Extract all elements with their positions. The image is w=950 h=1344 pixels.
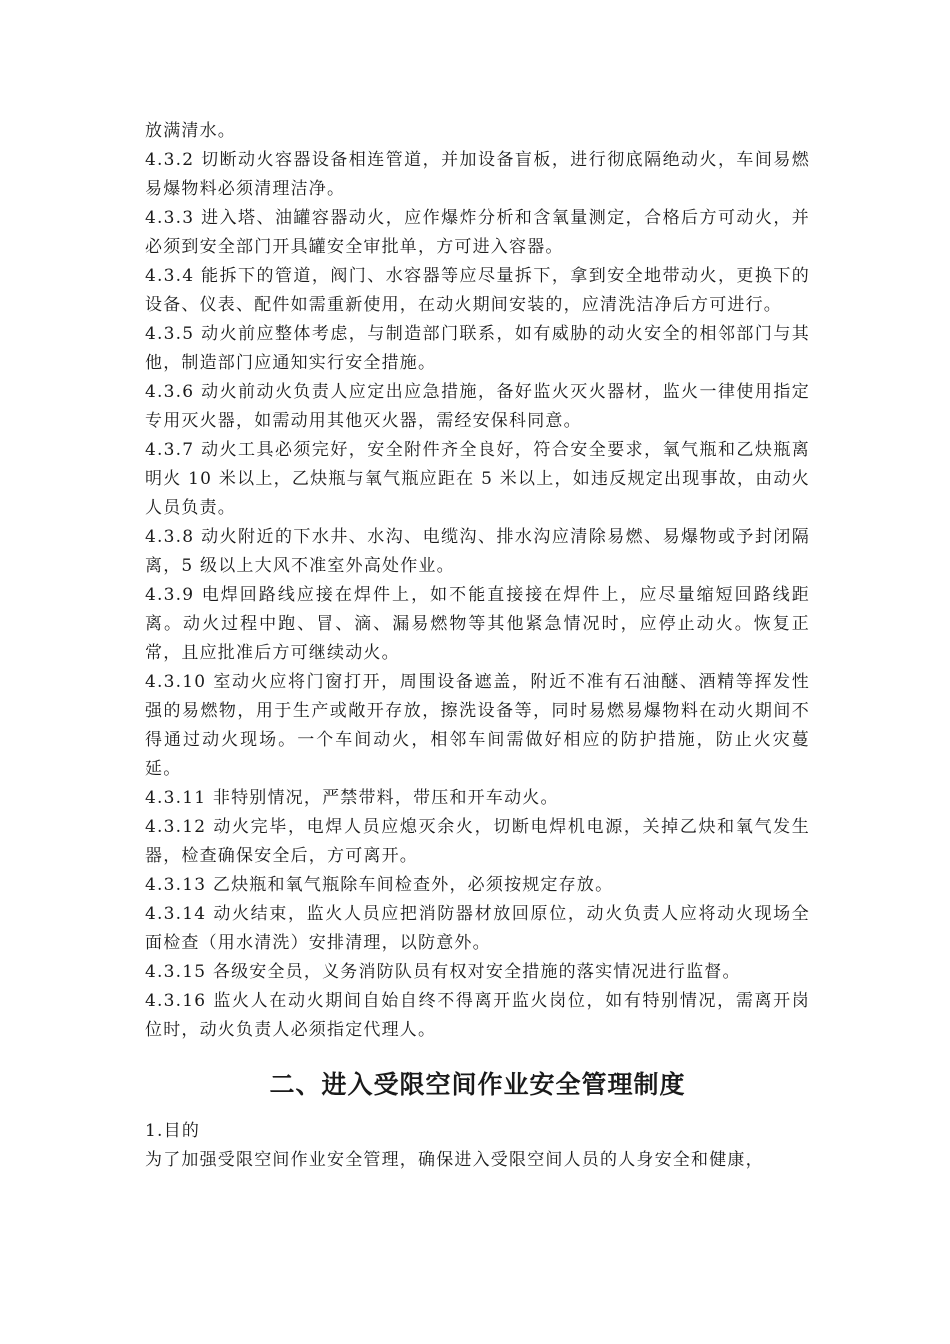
paragraph-4-3-13: 4.3.13 乙炔瓶和氧气瓶除车间检查外，必须按规定存放。 (145, 875, 614, 895)
paragraph-4-3-15: 4.3.15 各级安全员，义务消防队员有权对安全措施的落实情况进行监督。 (145, 962, 741, 982)
paragraph-4-3-5: 4.3.5 动火前应整体考虑，与制造部门联系，如有威胁的动火安全的相邻部门与其他，制造部门应通知实行安全措施。 (145, 324, 810, 373)
section-title: 二、进入受限空间作业安全管理制度 (269, 1070, 686, 1099)
paragraph-4-3-4: 4.3.4 能拆下的管道，阀门、水容器等应尽量拆下，拿到安全地带动火，更换下的设备、仪表、配件如需重新使用，在动火期间安装的，应清洗洁净后方可进行。 (145, 266, 810, 315)
paragraph-4-3-11: 4.3.11 非特别情况，严禁带料，带压和开车动火。 (145, 788, 559, 808)
paragraph: 放满清水。 (145, 121, 236, 141)
paragraph-4-3-12: 4.3.12 动火完毕，电焊人员应熄灭余火，切断电焊机电源，关掉乙炔和氧气发生器，检查确保安全后，方可离开。 (145, 817, 810, 866)
paragraph-4-3-14: 4.3.14 动火结束，监火人员应把消防器材放回原位，动火负责人应将动火现场全面检查（用水清洗）安排清理，以防意外。 (145, 904, 810, 953)
section-heading: 1.目的 (145, 1121, 201, 1141)
paragraph-4-3-6: 4.3.6 动火前动火负责人应定出应急措施，备好监火灭火器材，监火一律使用指定专用灭火器，如需动用其他灭火器，需经安保科同意。 (145, 382, 810, 431)
paragraph-4-3-9: 4.3.9 电焊回路线应接在焊件上，如不能直接接在焊件上，应尽量缩短回路线距离。动火过程中跑、冒、滴、漏易燃物等其他紧急情况时，应停止动火。恢复正常，且应批准后方可继续动火。 (145, 585, 810, 663)
paragraph-4-3-2: 4.3.2 切断动火容器设备相连管道，并加设备盲板，进行彻底隔绝动火，车间易燃易爆物料必须清理洁净。 (145, 150, 810, 199)
document-page (145, 117, 810, 1175)
paragraph-4-3-8: 4.3.8 动火附近的下水井、水沟、电缆沟、排水沟应清除易燃、易爆物或予封闭隔离，5 级以上大风不准室外高处作业。 (145, 527, 810, 576)
section-intro: 为了加强受限空间作业安全管理，确保进入受限空间人员的人身安全和健康， (145, 1150, 764, 1170)
paragraph-4-3-7: 4.3.7 动火工具必须完好，安全附件齐全良好，符合安全要求，氧气瓶和乙炔瓶离明火 10 米以上，乙炔瓶与氧气瓶应距在 5 米以上，如违反规定出现事故，由动火人员负责。 (145, 440, 810, 518)
paragraph-4-3-10: 4.3.10 室动火应将门窗打开，周围设备遮盖，附近不准有石油醚、酒精等挥发性强的易燃物，用于生产或敞开存放，擦洗设备等，同时易燃易爆物料在动火期间不得通过动火现场。一个车间动火，相邻车间需做好相应的防护措施，防止火灾蔓延。 (145, 672, 810, 779)
paragraph-4-3-3: 4.3.3 进入塔、油罐容器动火，应作爆炸分析和含氧量测定，合格后方可动火，并必须到安全部门开具罐安全审批单，方可进入容器。 (145, 208, 810, 257)
paragraph-4-3-16: 4.3.16 监火人在动火期间自始自终不得离开监火岗位，如有特别情况，需离开岗位时，动火负责人必须指定代理人。 (145, 991, 810, 1040)
